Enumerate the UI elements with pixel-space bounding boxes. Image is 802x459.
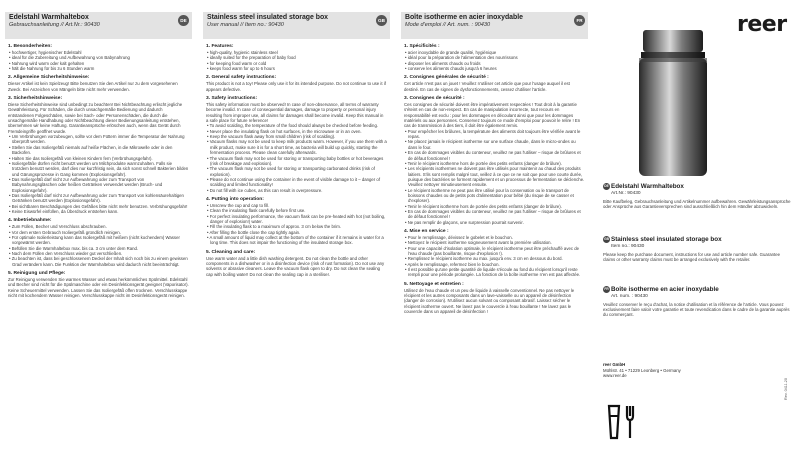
bullet-item: • A small amount of liquid may collect at the bottom of the container if it remains in water for a long time. This does not impair the functioning of the insulated storage box. xyxy=(207,234,384,246)
bullet-item: • hochwertiger, hygienischer Edelstahl xyxy=(9,50,82,55)
section-heading: 3. Safety instructions: xyxy=(206,96,258,102)
company-street: Mühlstr. 41 • 71229 Leonberg • Germany xyxy=(603,367,681,373)
section-heading: 5. Nettoyage et entretien : xyxy=(404,281,464,287)
product-entry-fr xyxy=(603,286,793,318)
bullet-item: • Nahrung wird warm oder kalt gehalten xyxy=(9,60,85,66)
column-title: Edelstahl Warmhaltebox xyxy=(9,14,89,21)
section-heading: 1. Spécificités : xyxy=(404,44,440,49)
column-subtitle: Mode d'emploi // Art. num. : 90430 xyxy=(405,22,491,29)
section-heading: 3. Consignes de sécurité : xyxy=(404,96,465,102)
column-gb xyxy=(203,12,390,452)
product-note: Bitte Kaufbeleg, Gebrauchsanleitung und Artikelnummer aufbewahren. Gewährleistungsansprüche oder Ansprüche aus Garantieversprechen sind ausschließlich hin dem Händler abzuwickeln. xyxy=(603,198,791,209)
bullet-item: • Vacuum flasks may not be used to keep milk products warm. However, if you use them with a milk product, make sure it is for a short time, as bacteria will build up quickly, starting the fermentation process. Please clean carefully afterwards. xyxy=(207,139,387,156)
column-de xyxy=(5,12,192,452)
section-heading: 3. Sicherheitshinweise: xyxy=(8,96,63,102)
bullet-item: • Halten Sie das Isoliergefäß von kleinen Kindern fern (Verbrühungsgefahr). xyxy=(9,155,153,161)
bullet-item: • Für optimale Isolierleistung kann das Isoliergefäß mit heißem (nicht kochendem) Wasser vorgewärmt werden. xyxy=(9,234,180,246)
column-title: Boîte isotherme en acier inoxydable xyxy=(405,14,523,21)
bullet-item: • Stellen Sie das Isoliergefäß niemals auf heiße Flächen, in die Mikrowelle oder in den Backofen. xyxy=(9,144,173,156)
bullet-item: • conserve les aliments chauds jusqu'à 6 heures xyxy=(405,66,497,72)
article-number: Art. num. : 90430 xyxy=(611,293,648,299)
bullet-item: • Keep the vacuum flask away from small children (risk of scalding). xyxy=(207,134,336,140)
section-heading: 1. Besonderheiten: xyxy=(8,44,53,49)
column-subtitle: User manual // Item no.: 90430 xyxy=(207,22,284,29)
paragraph: Dieser Artikel ist kein Spielzeug! Bitte benutzen Sie den Artikel nur zu dem vorgesehenen Zweck. Bei Anzeichen von Mängeln bitte nicht mehr verwenden. xyxy=(8,81,178,92)
bullet-item: • Remplissez le récipient isotherme au max. jusqu'à env. 3 cm en dessous du bord. xyxy=(405,256,563,262)
bullet-item: • Nach dem Füllen den Verschluss wieder gut verschließen. xyxy=(9,251,123,256)
paragraph: This product is not a toy! Please only use it for its intended purpose. Do not continue to use it if appears defective. xyxy=(206,81,386,92)
product-entry-gb xyxy=(603,236,793,262)
language-badge: GB xyxy=(376,15,387,26)
section-heading: 2. Consignes générales de sécurité : xyxy=(404,75,489,81)
brand-logo: reer xyxy=(737,12,787,37)
paragraph: This safety information must be observed! In case of non-observance, all terms of warranty become invalid. In case of consequential damages, damage to property or personal injury resulting from improper use, all claims for damages shall become invalid. Keep this manual in a safe place for future reference! xyxy=(206,102,384,124)
section-heading: 2. General safety instructions: xyxy=(206,75,277,81)
bullet-item: • Pour le remplissage, dévissez le gobelet et le bouchon. xyxy=(405,234,513,240)
section-heading: 1. Features: xyxy=(206,44,234,49)
paragraph: Diese Sicherheitshinweise sind unbedingt zu beachten! Bei Nichtbeachtung erlischt jegliche Gewährleistung. Für Schäden, die durch unsachgemäße Bedienung und dadurch entstandenen Folgeschäden, sowie bei Sach- oder Personenschäden, die durch die unsachgemäße Handhabung oder Nichtbeachtung dieser Bedienungsanleitung entstehen, übernehmen wir keine Haftung. Garantieansprüche erlöschen auch, wenn das Gerät durch Fremdeingriffe geöffnet wurde. xyxy=(8,102,183,134)
paragraph: Ces consignes de sécurité doivent être impérativement respectées ! Tout droit à la garantie s'éteint en cas de non-respect. En cas de manipulation incorrecte, tout recours en responsabilité est exclu : pour les dommages en découlant ainsi que pour les dommages matériels ou aux personnes. Conservez toujours ce mode d'emploi pour pouvoir le relire ! En cas de transmission à des tiers, il doit être également remis. xyxy=(404,102,581,129)
country-badge: DE xyxy=(604,184,609,189)
country-badge: FR xyxy=(604,287,609,292)
article-number: Item no.: 90430 xyxy=(611,243,645,249)
bullet-item: • Pour une capacité d'isolation optimale, le récipient isotherme peut être préchauffé avec de l'eau chaude (pas bouillante, risque d'explosion !). xyxy=(405,245,579,256)
bullet-item: • Zum Füllen, Becher und Verschluss abschrauben. xyxy=(9,224,107,230)
bullet-item: • Befüllen Sie die Warmhaltebox max. bis ca. 3 cm unter dem Rand. xyxy=(9,245,139,251)
language-badge: DE xyxy=(178,15,189,26)
product-name: Stainless steel insulated storage box xyxy=(611,236,722,243)
product-note: Veuillez conserver le reçu d'achat, la notice d'utilisation et la référence de l'article. Vous pouvez exclusivement faire valoir votre garantie et toute revendication dans le cadre de la garantie auprès du commerçant. xyxy=(603,301,790,318)
food-safe-icon xyxy=(603,402,639,442)
column-body xyxy=(401,39,588,314)
bullet-item: • Après le remplissage, refermez bien le bouchon. xyxy=(405,261,500,267)
bullet-item: • Il est possible qu'une petite quantité de liquide s'écoule au fond du récipient lorsqu'il reste rempli pour une période prolongée. La fonction de la boîte isotherme n'en est pas affectée. xyxy=(405,267,581,278)
bullet-item: • After filling the bottle close the cap tightly again. xyxy=(207,229,301,235)
bullet-item: • for keeping food warm or cold xyxy=(207,60,267,66)
bullet-item: • Das Isoliergefäß darf nicht zur Aufbewahrung oder zum Transport von Babynahrungsgläschen oder heißen Getränken verwendet werden (Bruch- und Explosionsgefahr). xyxy=(9,176,163,193)
flask-product-image xyxy=(633,28,713,178)
bullet-item: • Ne placez jamais le récipient isotherme sur une surface chaude, dans le micro-ondes ou dans le four. xyxy=(405,139,576,150)
bullet-item: • Please do not continue using the container in the event of visible damage to it – danger of scalding and limited functionality! xyxy=(207,176,381,188)
section-heading: 4. Inbetriebnahme: xyxy=(8,218,52,224)
bullet-item: • Ne pas remplir de glaçons, une surpression pourrait survenir. xyxy=(405,219,524,225)
product-name: Boîte isotherme en acier inoxydable xyxy=(611,286,719,293)
bullet-item: • The vacuum flask may not be used for storing or transporting carbonated drinks (risk of explosion). xyxy=(207,166,375,177)
column-header-de xyxy=(5,12,192,39)
bullet-item: • high-quality, hygienic stainless steel xyxy=(207,50,278,55)
column-fr xyxy=(401,12,588,452)
product-entry-de xyxy=(603,183,793,209)
paragraph: Use warm water and a little dish washing detergent. Do not clean the bottle and other components in a dishwasher or in a disinfection device (risk of rust formation). Do not use any solvents or abrasive cleaners. Leave the vacuum flask open to dry. Do not clean the sealing cap with boiling water! Do not clean the sealing cap in a steriliser. xyxy=(206,255,385,277)
column-subtitle: Gebrauchsanleitung // Art.Nr.: 90430 xyxy=(9,22,100,29)
bullet-item: • disposer les aliments chauds ou froids xyxy=(405,60,481,66)
bullet-item: • Um Verbrühungen vorzubeugen, sollte vor dem Füttern immer die Temperatur der Nahrung überprüft werden. xyxy=(9,134,185,145)
section-heading: 5. Cleaning and care: xyxy=(206,249,256,255)
company-website: www.reer.de xyxy=(603,373,627,379)
bullet-item: • Tenir le récipient isotherme hors de portée des petits enfants (danger de brûlure). xyxy=(405,160,562,166)
bullet-item: • ideally suited for the preparation of baby food xyxy=(207,55,296,61)
bullet-item: • En cas de dommages visibles du conteneur, veuillez ne pas l'utiliser – risque de brûlures et de défaut fonctionnel ! xyxy=(405,208,581,220)
article-number: Art.Nr.: 90430 xyxy=(611,190,641,196)
bullet-item: • To avoid scalding, the temperature of the food should always be checked before feeding. xyxy=(207,123,379,129)
column-header-gb xyxy=(203,12,390,39)
bullet-item: • Zu beachten ist, dass bei geschlossenem Deckel der Inhalt sich noch bis zu einem gewissen Grad verändern kann. Die Funktion der Warmhaltebox wird dadurch nicht beeinträchtigt. xyxy=(9,256,188,267)
bullet-item: • acier inoxydable de grande qualité, hygiénique xyxy=(405,50,497,55)
column-title: Stainless steel insulated storage box xyxy=(207,14,329,21)
paragraph: Zur Reinigung verwenden Sie warmes Wasser und etwas herkömmliches Spülmittel. Edelstahl und Becher sind nicht für die Spülmaschine oder ein Desinfektionsgerät geeignet (Vaporisator). Keine Scheuermittel verwenden. Lassen Sie das Isoliergefäß offen trocknen. Verschlusskappe nicht mit kochendem Wasser reinigen. Verschlusskappe nicht im Desinfektionsgerät reinigen. xyxy=(8,277,189,299)
section-heading: 4. Putting into operation: xyxy=(206,196,264,202)
bullet-item: • ideal für die Zubereitung und Aufbewahrung von Babynahrung xyxy=(9,55,130,61)
column-body xyxy=(203,39,390,277)
bullet-item: • keeps food warm for up to 6 hours xyxy=(207,66,275,72)
bullet-item: • Le récipient isotherme ne peut pas être utilisé pour la conservation ou le transport de boissons chaudes ou de petits pots d'alimentation pour bébé (du risque de se casser et d'exploser). xyxy=(405,187,574,204)
bullet-item: • idéal pour la préparation de l'alimentation des nourrissons xyxy=(405,55,518,61)
column-header-fr xyxy=(401,12,588,39)
company-address xyxy=(603,362,681,379)
bullet-item: • For perfect insulating performance, the vacuum flask can be pre-heated with hot (not boiling, danger of explosion!) water. xyxy=(207,213,386,224)
section-heading: 4. Mise en service : xyxy=(404,228,449,234)
bullet-item: • Do not fill with ice cubes, as this can result in overpressure. xyxy=(207,187,323,193)
bullet-item: • hält die Nahrung für bis zu 6 Stunden warm xyxy=(9,66,95,72)
country-badge: GB xyxy=(604,237,609,242)
bullet-item: • Never place the insulating flask on hot surfaces, in the microwave or in an oven. xyxy=(207,128,362,134)
bullet-item: • Bei sichtbaren Beschädigungen des Gefäßes bitte nicht mehr benutzen. Verbrühungsgefahr! xyxy=(9,203,188,209)
bullet-item: • Das Isoliergefäß darf nicht zur Aufbewahrung oder zum Transport von kohlensäurehaltigen Getränken benutzt werden (Explosionsgefahr). xyxy=(9,192,184,204)
language-badge: FR xyxy=(574,15,585,26)
bullet-item: • Vor dem ersten Gebrauch Isoliergefäß gründlich reinigen. xyxy=(9,229,121,235)
bullet-item: • En cas de dommages visibles du conteneur, veuillez ne pas l'utiliser – risque de brûlures et de défaut fonctionnel ! xyxy=(405,150,581,161)
revision-code: Rev. 0411.20 xyxy=(784,377,788,400)
bullet-item: • Unscrew the cup and cap to fill. xyxy=(207,202,270,208)
bullet-item: • The vacuum flask may not be used for storing or transporting baby bottles or hot beverages (risk of breakage and explosion). xyxy=(207,155,384,166)
bullet-item: • Isoliergefäße dürfen nicht benutzt werden um Milchprodukte warmzuhalten. Falls sie trotzdem benutzt werden, darf dies nur kurzfristig sein, da sich sonst schnell Bakterien bilden und Gärungsprozesse in Gang kommen (Explosionsgefahr). xyxy=(9,160,189,177)
bullet-item: • Clean the insulating flask carefully before first use. xyxy=(207,208,306,214)
bullet-item: • Pour empêcher les brûlures, la température des aliments doit toujours être vérifiée avant le repas. xyxy=(405,128,581,140)
product-note: Please keep the purchase document, instructions for use and article number safe. Guarantee claims or other warranty claims must be arranged exclusively with the retailer. xyxy=(603,251,780,262)
bullet-item: • Tenir le récipient isotherme hors de portée des petits enfants (danger de brûlure). xyxy=(405,203,562,209)
paragraph: Cet article n'est pas un jouet ! Veuillez n'utiliser cet article que pour l'usage auquel il est destiné. En cas de signes de dysfonctionnements, cessez d'utiliser l'article. xyxy=(404,81,570,92)
section-heading: 5. Reinigung und Pflege: xyxy=(8,271,66,277)
bullet-item: • Nettoyez le récipient isotherme soigneusement avant la première utilisation. xyxy=(405,240,552,246)
bullet-item: • Les récipients isothermes ne doivent pas être utilisés pour maintenir au chaud des produits laitiers. S'ils sont remplis malgré tout, veillez à ce que ce ne soit que pour une courte durée, puisque des bactéries se forment rapidement et un processus de fermentation se déclenche. Veuillez nettoyer minutieusement ensuite. xyxy=(405,166,585,188)
bullet-item: • Fill the insulating flask to a maximum of approx. 3 cm below the brim. xyxy=(207,224,342,230)
column-body xyxy=(5,39,192,298)
paragraph: Utilisez de l'eau chaude et un peu de liquide à vaisselle conventionnel. Ne pas nettoyer le récipient et les autres composants dans un lave-vaisselle ou un appareil de désinfection (danger de corrosion). N'utilisez aucun solvant ou composant abrasif. Laissez sécher le récipient isotherme ouvert. Ne lavez pas le couvercle à l'eau bouillante ! Ne lavez pas le couvercle dans un appareil de désinfection ! xyxy=(404,287,575,315)
section-heading: 2. Allgemeine Sicherheitshinweise: xyxy=(8,75,90,81)
bullet-item: • Keine Eiswürfel einfüllen, da Überdruck entstehen kann. xyxy=(9,208,119,214)
company-name: reer GmbH xyxy=(603,362,626,367)
product-name: Edelstahl Warmhaltebox xyxy=(611,183,684,190)
